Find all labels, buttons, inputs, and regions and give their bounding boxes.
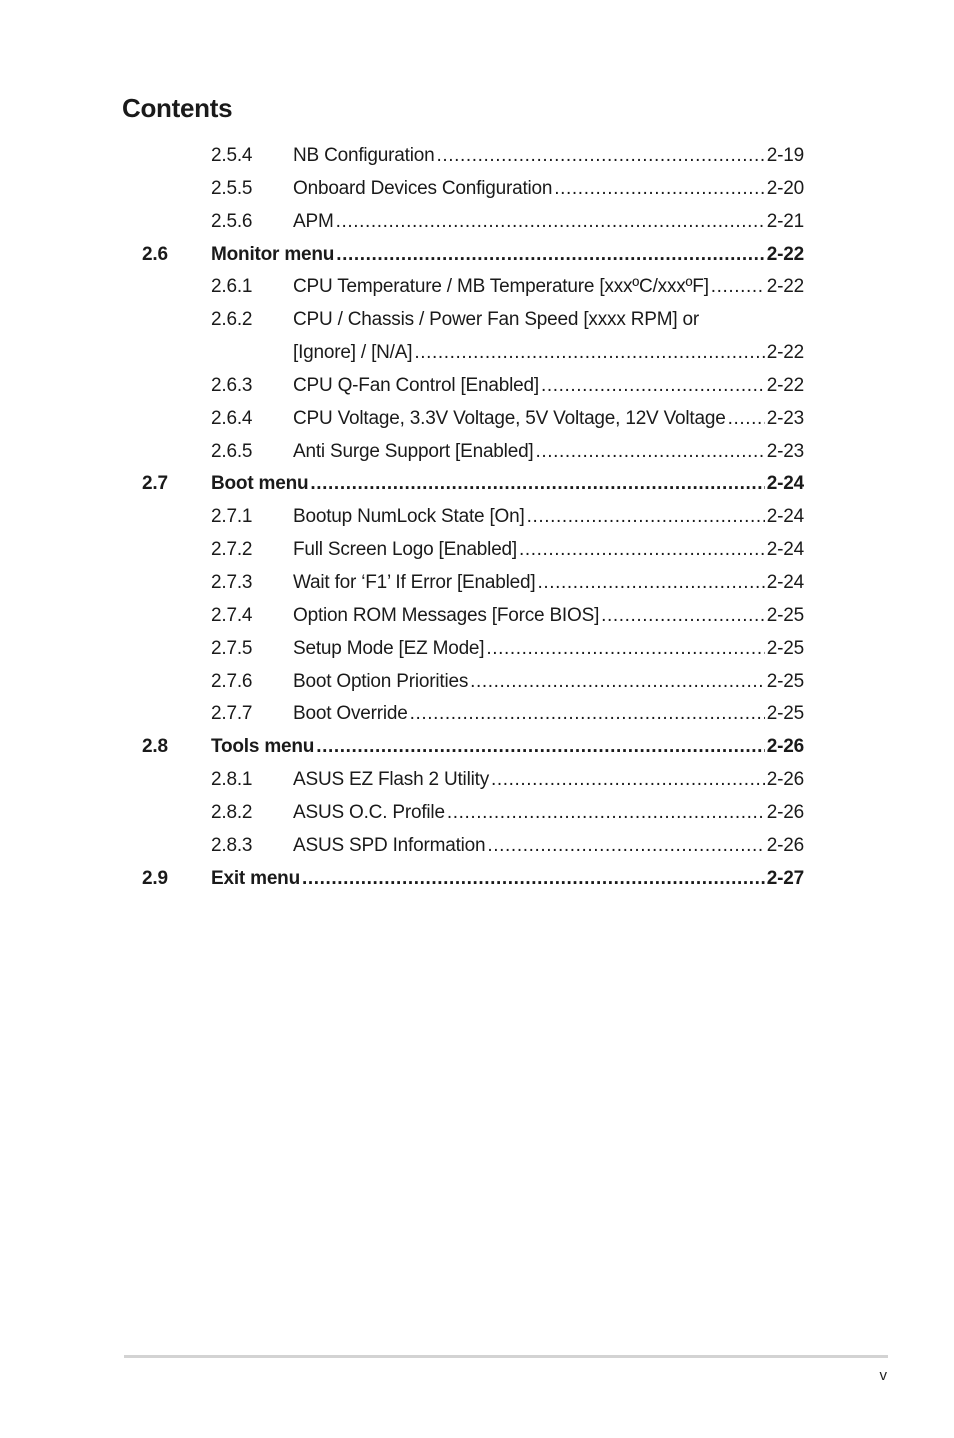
toc-dot-leader [487, 830, 764, 863]
toc-subsection-entry[interactable] [0, 304, 954, 337]
toc-subsection-entry[interactable] [0, 403, 954, 436]
toc-entry-page: 2-26 [766, 801, 804, 823]
toc-entry-line [293, 567, 804, 600]
toc-entry-title: Onboard Devices Configuration [293, 177, 553, 199]
toc-dot-leader [414, 337, 764, 370]
toc-dot-leader [336, 239, 765, 272]
toc-dot-leader [537, 567, 764, 600]
toc-entry-line [293, 698, 804, 731]
toc-subsection-entry[interactable] [0, 830, 954, 863]
toc-entry-page: 2-26 [766, 769, 804, 791]
toc-entry-line [293, 173, 804, 206]
toc-entry-page: 2-24 [766, 473, 804, 495]
toc-entry-number: 2.6.4 [211, 407, 253, 429]
toc-entry-number: 2.7.2 [211, 539, 253, 561]
toc-entry-page: 2-22 [766, 276, 804, 298]
toc-entry-number: 2.5.5 [211, 177, 253, 199]
toc-entry-page: 2-24 [766, 571, 804, 593]
toc-entry-line [293, 830, 804, 863]
toc-entry-number: 2.6.1 [211, 276, 253, 298]
page-title: Contents [122, 93, 233, 123]
toc-dot-leader [316, 731, 765, 764]
toc-entry-line [293, 534, 804, 567]
toc-dot-leader [336, 206, 765, 239]
toc-entry-continuation[interactable] [0, 337, 954, 370]
toc-entry-number: 2.5.4 [211, 145, 253, 166]
toc-dot-leader [470, 666, 765, 699]
toc-entry-number: 2.7.5 [211, 637, 253, 659]
toc-entry-number: 2.6 [142, 243, 168, 265]
toc-subsection-entry[interactable] [0, 600, 954, 633]
toc-entry-title: Boot menu [211, 473, 309, 495]
toc-dot-leader [519, 534, 765, 567]
toc-section-entry[interactable] [0, 468, 954, 501]
toc-entry-line [211, 239, 804, 272]
toc-entry-page: 2-25 [766, 637, 804, 659]
toc-entry-page: 2-22 [766, 374, 804, 396]
toc-entry-number: 2.8.2 [211, 801, 253, 823]
toc-entry-title: CPU Q-Fan Control [Enabled] [293, 374, 539, 396]
toc-entry-line [293, 764, 804, 797]
toc-entry-page: 2-25 [766, 703, 804, 725]
toc-subsection-entry[interactable] [0, 698, 954, 731]
toc-dot-leader [486, 633, 764, 666]
toc-entry-title: CPU Voltage, 3.3V Voltage, 5V Voltage, 12V Voltage [293, 407, 726, 429]
toc-dot-leader [447, 797, 765, 830]
toc-entry-number: 2.7.4 [211, 604, 253, 626]
toc-entry-title: Exit menu [211, 867, 300, 889]
toc-entry-number: 2.8 [142, 736, 168, 758]
toc-entry-number: 2.6.2 [211, 309, 253, 331]
toc-entry-title: Bootup NumLock State [On] [293, 506, 525, 528]
toc-entry-title: NB Configuration [293, 145, 435, 166]
toc-subsection-entry[interactable] [0, 501, 954, 534]
toc-entry-page: 2-21 [766, 210, 804, 232]
toc-dot-leader [302, 863, 765, 896]
toc-entry-line [293, 140, 804, 173]
toc-entry-number: 2.8.1 [211, 769, 253, 791]
toc-subsection-entry[interactable] [0, 140, 954, 173]
toc-dot-leader [437, 140, 765, 173]
toc-subsection-entry[interactable] [0, 764, 954, 797]
toc-entry-page: 2-20 [766, 177, 804, 199]
toc-dot-leader [711, 271, 765, 304]
toc-entry-line [293, 633, 804, 666]
toc-entry-line [293, 666, 804, 699]
toc-entry-title: CPU Temperature / MB Temperature [xxxºC/xxxºF] [293, 276, 709, 298]
toc-entry-line [293, 271, 804, 304]
toc-entry-title-continuation: [Ignore] / [N/A] [293, 342, 413, 364]
toc-entry-number: 2.7.3 [211, 571, 253, 593]
toc-entry-page: 2-27 [766, 867, 804, 889]
toc-entry-line [293, 370, 804, 403]
toc-entry-line [293, 337, 804, 370]
toc-subsection-entry[interactable] [0, 370, 954, 403]
toc-subsection-entry[interactable] [0, 567, 954, 600]
toc-subsection-entry[interactable] [0, 271, 954, 304]
toc-dot-leader [536, 436, 765, 469]
page-number: v [879, 1367, 887, 1384]
toc-entry-line [211, 468, 804, 501]
toc-entry-number: 2.7 [142, 473, 168, 495]
toc-section-entry[interactable] [0, 239, 954, 272]
toc-entry-page: 2-19 [766, 145, 804, 166]
toc-entry-number: 2.7.7 [211, 703, 253, 725]
toc-subsection-entry[interactable] [0, 633, 954, 666]
toc-section-entry[interactable] [0, 863, 954, 896]
toc-entry-line [293, 501, 804, 534]
toc-entry-title: Full Screen Logo [Enabled] [293, 539, 518, 561]
toc-entry-line [293, 797, 804, 830]
toc-entry-line [211, 731, 804, 764]
toc-entry-page: 2-22 [766, 243, 804, 265]
toc-entry-line [293, 206, 804, 239]
toc-dot-leader [554, 173, 764, 206]
toc-subsection-entry[interactable] [0, 436, 954, 469]
toc-entry-page: 2-23 [766, 407, 804, 429]
toc-dot-leader [601, 600, 765, 633]
toc-entry-title: Tools menu [211, 736, 315, 758]
toc-entry-number: 2.5.6 [211, 210, 253, 232]
toc-dot-leader [410, 698, 765, 731]
toc-dot-leader [491, 764, 765, 797]
toc-entry-line [293, 600, 804, 633]
toc-subsection-entry[interactable] [0, 534, 954, 567]
toc-dot-leader [310, 468, 764, 501]
toc-entry-page: 2-25 [766, 604, 804, 626]
table-of-contents [0, 140, 954, 895]
toc-entry-title: Setup Mode [EZ Mode] [293, 637, 485, 659]
toc-entry-title: ASUS EZ Flash 2 Utility [293, 769, 490, 791]
toc-entry-line [293, 403, 804, 436]
toc-entry-number: 2.6.3 [211, 374, 253, 396]
toc-entry-page: 2-26 [766, 834, 804, 856]
footer-divider [124, 1355, 888, 1358]
toc-entry-title: APM [293, 210, 334, 232]
toc-subsection-entry[interactable] [0, 797, 954, 830]
toc-entry-title: Wait for ‘F1’ If Error [Enabled] [293, 571, 536, 593]
toc-entry-title: Monitor menu [211, 243, 335, 265]
toc-subsection-entry[interactable] [0, 173, 954, 206]
toc-entry-page: 2-26 [766, 736, 804, 758]
toc-entry-line [293, 436, 804, 469]
toc-entry-title: Option ROM Messages [Force BIOS] [293, 604, 600, 626]
toc-entry-title: Boot Override [293, 703, 408, 725]
toc-entry-page: 2-24 [766, 539, 804, 561]
toc-section-entry[interactable] [0, 731, 954, 764]
toc-entry-title: ASUS O.C. Profile [293, 801, 445, 823]
toc-entry-line [211, 863, 804, 896]
toc-entry-title: Boot Option Priorities [293, 670, 469, 692]
toc-entry-page: 2-23 [766, 440, 804, 462]
toc-entry-number: 2.7.6 [211, 670, 253, 692]
toc-subsection-entry[interactable] [0, 666, 954, 699]
toc-entry-page: 2-25 [766, 670, 804, 692]
toc-entry-title: ASUS SPD Information [293, 834, 486, 856]
toc-entry-number: 2.8.3 [211, 834, 253, 856]
toc-entry-page: 2-24 [766, 506, 804, 528]
toc-dot-leader [728, 403, 765, 436]
toc-subsection-entry[interactable] [0, 206, 954, 239]
toc-entry-number: 2.7.1 [211, 506, 253, 528]
toc-entry-number: 2.6.5 [211, 440, 253, 462]
toc-entry-number: 2.9 [142, 867, 168, 889]
toc-dot-leader [541, 370, 765, 403]
toc-entry-page: 2-22 [766, 342, 804, 364]
toc-dot-leader [527, 501, 765, 534]
toc-entry-title: CPU / Chassis / Power Fan Speed [xxxx RPM] or [293, 309, 699, 331]
toc-entry-title: Anti Surge Support [Enabled] [293, 440, 534, 462]
